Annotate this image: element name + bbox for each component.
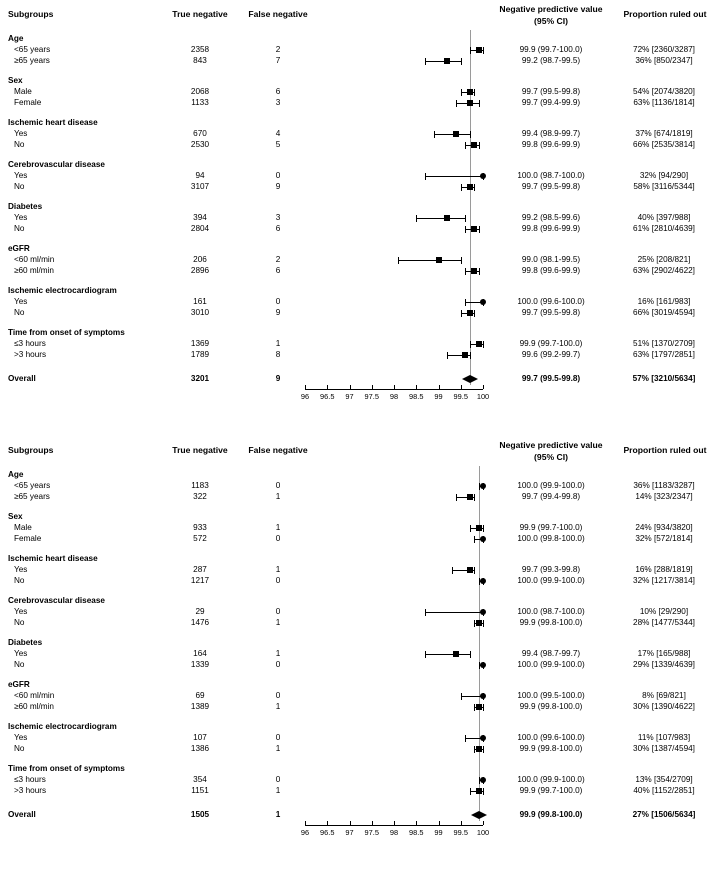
row-false-negative: 4 bbox=[275, 128, 281, 138]
row-npv: 99.6 (99.2-99.7) bbox=[521, 350, 581, 359]
row-label: Male bbox=[14, 522, 32, 532]
row-npv: 99.2 (98.7-99.5) bbox=[521, 56, 581, 65]
row-proportion: 40% [397/988] bbox=[637, 212, 691, 222]
row-false-negative: 0 bbox=[275, 170, 281, 180]
row-proportion: 30% [1387/4594] bbox=[633, 744, 695, 753]
row-false-negative: 0 bbox=[275, 732, 281, 742]
row-npv: 99.9 (99.8-100.0) bbox=[519, 618, 583, 627]
row-proportion: 51% [1370/2709] bbox=[633, 338, 695, 348]
row-label: ≥65 years bbox=[14, 56, 50, 65]
row-proportion: 28% [1477/5344] bbox=[633, 618, 695, 627]
row-npv: 99.9 (99.7-100.0) bbox=[519, 522, 583, 532]
row-npv: 99.8 (99.6-99.9) bbox=[521, 140, 581, 149]
row-label: ≤3 hours bbox=[14, 338, 46, 348]
table-row bbox=[0, 575, 720, 587]
axis-tick bbox=[305, 385, 306, 389]
axis-tick-label: 96 bbox=[300, 392, 310, 401]
group-heading: Cerebrovascular disease bbox=[8, 596, 105, 605]
axis-line bbox=[305, 825, 483, 826]
table-row bbox=[0, 606, 720, 618]
axis-tick bbox=[416, 385, 417, 389]
row-npv: 99.4 (98.7-99.7) bbox=[521, 648, 581, 658]
row-false-negative: 3 bbox=[275, 212, 281, 222]
axis-tick-label: 98.5 bbox=[409, 828, 424, 837]
table-row bbox=[0, 128, 720, 140]
row-true-negative: 3010 bbox=[190, 308, 210, 317]
row-label: No bbox=[14, 182, 25, 191]
row-label: No bbox=[14, 224, 25, 233]
overall-row bbox=[0, 809, 720, 821]
row-true-negative: 3107 bbox=[190, 182, 210, 191]
row-label: <60 ml/min bbox=[14, 254, 55, 264]
row-false-negative: 1 bbox=[275, 338, 281, 348]
group-heading: Ischemic heart disease bbox=[8, 554, 98, 563]
row-proportion: 36% [1183/3287] bbox=[633, 480, 695, 490]
group-heading: eGFR bbox=[8, 680, 30, 689]
row-true-negative: 161 bbox=[193, 296, 207, 306]
row-label: Yes bbox=[14, 732, 28, 742]
row-true-negative: 1369 bbox=[190, 338, 210, 348]
row-npv: 99.7 (99.5-99.8) bbox=[521, 308, 581, 317]
row-label: Yes bbox=[14, 296, 28, 306]
table-row bbox=[0, 774, 720, 786]
overall-label: Overall bbox=[8, 810, 36, 819]
row-label: >3 hours bbox=[14, 786, 47, 795]
table-row bbox=[0, 55, 720, 67]
row-label: Yes bbox=[14, 648, 28, 658]
row-false-negative: 1 bbox=[275, 648, 281, 658]
table-row bbox=[0, 265, 720, 277]
row-false-negative: 0 bbox=[275, 606, 281, 616]
row-proportion: 40% [1152/2851] bbox=[633, 786, 695, 795]
row-npv: 99.0 (98.1-99.5) bbox=[521, 254, 581, 264]
axis-tick bbox=[350, 385, 351, 389]
row-proportion: 30% [1390/4622] bbox=[633, 702, 695, 711]
row-label: Female bbox=[14, 98, 42, 107]
row-label: Yes bbox=[14, 212, 28, 222]
row-proportion: 14% [323/2347] bbox=[635, 492, 693, 501]
row-npv: 100.0 (99.9-100.0) bbox=[517, 774, 585, 784]
axis-tick-label: 96.5 bbox=[320, 828, 335, 837]
row-proportion: 37% [674/1819] bbox=[635, 128, 693, 138]
row-npv: 99.2 (98.5-99.6) bbox=[521, 212, 581, 222]
table-row bbox=[0, 212, 720, 224]
axis-tick-label: 97 bbox=[345, 392, 354, 401]
row-npv: 100.0 (99.9-100.0) bbox=[517, 480, 585, 490]
row-npv: 100.0 (98.7-100.0) bbox=[517, 606, 585, 616]
table-row bbox=[0, 617, 720, 629]
row-proportion: 63% [1136/1814] bbox=[633, 98, 695, 107]
overall-npv: 99.7 (99.5-99.8) bbox=[521, 374, 581, 383]
row-proportion: 36% [850/2347] bbox=[635, 56, 693, 65]
row-label: Yes bbox=[14, 128, 28, 138]
row-npv: 99.7 (99.4-99.8) bbox=[521, 492, 581, 501]
axis-tick bbox=[439, 385, 440, 389]
row-label: >3 hours bbox=[14, 350, 47, 359]
row-false-negative: 8 bbox=[275, 350, 281, 359]
table-row bbox=[0, 170, 720, 182]
row-false-negative: 3 bbox=[275, 98, 281, 107]
header-proportion: Proportion ruled out bbox=[623, 9, 707, 19]
row-false-negative: 0 bbox=[275, 480, 281, 490]
reference-line bbox=[479, 466, 480, 821]
header-subgroups: Subgroups bbox=[8, 445, 54, 455]
axis-tick bbox=[483, 385, 484, 389]
axis-tick-label: 96.5 bbox=[320, 392, 335, 401]
table-row bbox=[0, 743, 720, 755]
row-true-negative: 94 bbox=[195, 170, 205, 180]
row-false-negative: 0 bbox=[275, 660, 281, 669]
row-npv: 99.9 (99.8-100.0) bbox=[519, 702, 583, 711]
axis-line bbox=[305, 389, 483, 390]
table-row bbox=[0, 97, 720, 109]
table-row bbox=[0, 181, 720, 193]
axis-tick bbox=[327, 385, 328, 389]
row-true-negative: 1217 bbox=[190, 576, 210, 585]
row-true-negative: 206 bbox=[193, 254, 207, 264]
row-npv: 100.0 (99.6-100.0) bbox=[517, 296, 585, 306]
axis-tick-label: 100 bbox=[476, 828, 490, 837]
table-row bbox=[0, 732, 720, 744]
table-row bbox=[0, 491, 720, 503]
row-true-negative: 2530 bbox=[190, 140, 210, 149]
axis-tick bbox=[461, 821, 462, 825]
row-label: No bbox=[14, 660, 25, 669]
axis-tick bbox=[372, 821, 373, 825]
row-proportion: 66% [2535/3814] bbox=[633, 140, 695, 149]
table-row bbox=[0, 690, 720, 702]
row-npv: 100.0 (99.9-100.0) bbox=[517, 576, 585, 585]
axis-tick-label: 97.5 bbox=[364, 828, 379, 837]
table-row bbox=[0, 139, 720, 151]
row-npv: 99.7 (99.4-99.9) bbox=[521, 98, 581, 107]
row-npv: 99.9 (99.7-100.0) bbox=[519, 338, 583, 348]
row-label: Male bbox=[14, 86, 32, 96]
header-npv-line2: (95% CI) bbox=[534, 16, 568, 26]
row-true-negative: 1389 bbox=[190, 702, 210, 711]
row-true-negative: 164 bbox=[193, 648, 207, 658]
row-npv: 100.0 (99.5-100.0) bbox=[517, 690, 585, 700]
axis-tick bbox=[305, 821, 306, 825]
row-label: <65 years bbox=[14, 44, 51, 54]
row-false-negative: 1 bbox=[275, 702, 281, 711]
table-row bbox=[0, 522, 720, 534]
group-heading: Age bbox=[8, 34, 24, 43]
axis-tick bbox=[327, 821, 328, 825]
axis-tick-label: 96 bbox=[300, 828, 310, 837]
row-false-negative: 1 bbox=[275, 618, 281, 627]
table-row bbox=[0, 223, 720, 235]
row-false-negative: 1 bbox=[275, 786, 281, 795]
row-proportion: 72% [2360/3287] bbox=[633, 44, 695, 54]
row-true-negative: 69 bbox=[195, 690, 205, 700]
row-true-negative: 1386 bbox=[190, 744, 210, 753]
row-true-negative: 1789 bbox=[190, 350, 210, 359]
row-true-negative: 1183 bbox=[191, 480, 209, 490]
row-label: No bbox=[14, 140, 25, 149]
row-true-negative: 2358 bbox=[190, 44, 210, 54]
row-false-negative: 5 bbox=[275, 140, 281, 149]
axis-tick bbox=[439, 821, 440, 825]
row-true-negative: 2804 bbox=[190, 224, 210, 233]
row-false-negative: 9 bbox=[275, 308, 281, 317]
row-proportion: 63% [2902/4622] bbox=[633, 266, 695, 275]
header-npv-line1: Negative predictive value bbox=[499, 440, 603, 450]
overall-proportion: 57% [3210/5634] bbox=[632, 374, 696, 383]
axis-tick-label: 99.5 bbox=[453, 828, 468, 837]
axis-tick bbox=[416, 821, 417, 825]
axis-tick-label: 99 bbox=[434, 828, 443, 837]
row-label: No bbox=[14, 744, 25, 753]
row-true-negative: 322 bbox=[193, 492, 207, 501]
row-npv: 99.9 (99.8-100.0) bbox=[519, 744, 583, 753]
row-false-negative: 9 bbox=[275, 182, 281, 191]
axis-tick bbox=[372, 385, 373, 389]
row-proportion: 54% [2074/3820] bbox=[633, 86, 695, 96]
row-label: No bbox=[14, 618, 25, 627]
row-proportion: 61% [2810/4639] bbox=[633, 224, 695, 233]
overall-true-negative: 1505 bbox=[190, 810, 210, 819]
row-false-negative: 1 bbox=[275, 522, 281, 532]
row-false-negative: 2 bbox=[275, 254, 281, 264]
row-npv: 99.8 (99.6-99.9) bbox=[521, 224, 581, 233]
row-false-negative: 0 bbox=[275, 576, 281, 585]
overall-false-negative: 9 bbox=[275, 374, 281, 383]
group-heading: Ischemic electrocardiogram bbox=[8, 722, 117, 731]
row-npv: 100.0 (99.8-100.0) bbox=[517, 534, 585, 543]
row-true-negative: 287 bbox=[193, 564, 207, 574]
row-true-negative: 2068 bbox=[190, 86, 210, 96]
table-row bbox=[0, 44, 720, 56]
row-proportion: 11% [107/983] bbox=[637, 732, 691, 742]
table-row bbox=[0, 564, 720, 576]
forest-panel-2 bbox=[0, 436, 720, 872]
group-heading: Time from onset of symptoms bbox=[8, 328, 125, 337]
row-proportion: 63% [1797/2851] bbox=[633, 350, 695, 359]
header-false-negative: False negative bbox=[248, 9, 308, 19]
group-heading: Cerebrovascular disease bbox=[8, 160, 105, 169]
row-label: <65 years bbox=[14, 480, 51, 490]
row-proportion: 16% [288/1819] bbox=[635, 564, 693, 574]
row-false-negative: 1 bbox=[275, 492, 281, 501]
table-row bbox=[0, 659, 720, 671]
overall-false-negative: 1 bbox=[275, 810, 281, 819]
row-proportion: 24% [934/3820] bbox=[635, 522, 693, 532]
row-true-negative: 843 bbox=[193, 56, 207, 65]
axis-tick bbox=[461, 385, 462, 389]
header-subgroups: Subgroups bbox=[8, 9, 54, 19]
row-proportion: 17% [165/988] bbox=[637, 648, 691, 658]
row-true-negative: 670 bbox=[193, 128, 207, 138]
table-row bbox=[0, 307, 720, 319]
header-true-negative: True negative bbox=[172, 445, 228, 455]
overall-label: Overall bbox=[8, 374, 36, 383]
axis-tick bbox=[394, 385, 395, 389]
row-false-negative: 0 bbox=[275, 296, 281, 306]
axis-tick-label: 98 bbox=[389, 828, 399, 837]
row-false-negative: 6 bbox=[275, 86, 281, 96]
row-npv: 99.8 (99.6-99.9) bbox=[521, 266, 581, 275]
row-false-negative: 1 bbox=[275, 564, 281, 574]
axis-tick-label: 99 bbox=[434, 392, 443, 401]
row-true-negative: 933 bbox=[193, 522, 207, 532]
axis-tick bbox=[483, 821, 484, 825]
row-label: Yes bbox=[14, 170, 28, 180]
header-npv-line1: Negative predictive value bbox=[499, 4, 603, 14]
row-npv: 100.0 (99.6-100.0) bbox=[517, 732, 585, 742]
row-npv: 99.7 (99.5-99.8) bbox=[521, 182, 581, 191]
axis-tick-label: 97.5 bbox=[364, 392, 379, 401]
row-proportion: 25% [208/821] bbox=[637, 254, 691, 264]
row-proportion: 13% [354/2709] bbox=[635, 774, 693, 784]
row-npv: 99.7 (99.5-99.8) bbox=[521, 86, 581, 96]
row-proportion: 58% [3116/5344] bbox=[633, 182, 695, 191]
row-false-negative: 0 bbox=[275, 534, 281, 543]
row-proportion: 10% [29/290] bbox=[639, 606, 689, 616]
header-false-negative: False negative bbox=[248, 445, 308, 455]
row-proportion: 8% [69/821] bbox=[642, 690, 686, 700]
row-npv: 99.4 (98.9-99.7) bbox=[521, 128, 581, 138]
row-npv: 100.0 (99.9-100.0) bbox=[517, 660, 585, 669]
row-true-negative: 1133 bbox=[191, 98, 209, 107]
table-row bbox=[0, 533, 720, 545]
header-npv-line2: (95% CI) bbox=[534, 452, 568, 462]
row-proportion: 32% [572/1814] bbox=[635, 534, 693, 543]
reference-line bbox=[470, 30, 471, 385]
row-true-negative: 1339 bbox=[190, 660, 210, 669]
row-false-negative: 0 bbox=[275, 774, 281, 784]
row-proportion: 29% [1339/4639] bbox=[633, 660, 695, 669]
group-heading: Time from onset of symptoms bbox=[8, 764, 125, 773]
row-true-negative: 107 bbox=[193, 732, 207, 742]
row-proportion: 32% [94/290] bbox=[639, 170, 689, 180]
table-row bbox=[0, 701, 720, 713]
axis-tick-label: 98 bbox=[389, 392, 399, 401]
row-label: No bbox=[14, 308, 25, 317]
row-label: Yes bbox=[14, 606, 28, 616]
row-proportion: 32% [1217/3814] bbox=[633, 576, 695, 585]
row-false-negative: 6 bbox=[275, 224, 281, 233]
row-true-negative: 1476 bbox=[190, 618, 210, 627]
table-row bbox=[0, 349, 720, 361]
row-label: Female bbox=[14, 534, 42, 543]
group-heading: Ischemic heart disease bbox=[8, 118, 98, 127]
axis-tick bbox=[350, 821, 351, 825]
overall-proportion: 27% [1506/5634] bbox=[632, 810, 696, 819]
header-true-negative: True negative bbox=[172, 9, 228, 19]
row-label: ≥60 ml/min bbox=[14, 702, 54, 711]
header-proportion: Proportion ruled out bbox=[623, 445, 707, 455]
row-label: ≤3 hours bbox=[14, 774, 46, 784]
row-false-negative: 1 bbox=[275, 744, 281, 753]
row-label: Yes bbox=[14, 564, 28, 574]
table-row bbox=[0, 648, 720, 660]
row-label: No bbox=[14, 576, 25, 585]
group-heading: Diabetes bbox=[8, 202, 43, 211]
row-label: ≥65 years bbox=[14, 492, 50, 501]
overall-true-negative: 3201 bbox=[190, 374, 210, 383]
overall-row bbox=[0, 373, 720, 385]
table-row bbox=[0, 480, 720, 492]
axis-tick-label: 99.5 bbox=[453, 392, 468, 401]
group-heading: Age bbox=[8, 470, 24, 479]
row-true-negative: 354 bbox=[193, 774, 207, 784]
table-row bbox=[0, 86, 720, 98]
group-heading: Diabetes bbox=[8, 638, 43, 647]
group-heading: Sex bbox=[8, 76, 23, 85]
axis-tick-label: 97 bbox=[345, 828, 354, 837]
group-heading: Sex bbox=[8, 512, 23, 521]
row-false-negative: 2 bbox=[275, 44, 281, 54]
row-true-negative: 1151 bbox=[191, 786, 209, 795]
row-true-negative: 394 bbox=[193, 212, 207, 222]
row-npv: 99.9 (99.7-100.0) bbox=[519, 44, 583, 54]
axis-tick-label: 100 bbox=[476, 392, 490, 401]
row-npv: 100.0 (98.7-100.0) bbox=[517, 170, 585, 180]
row-proportion: 66% [3019/4594] bbox=[633, 308, 695, 317]
row-label: ≥60 ml/min bbox=[14, 266, 54, 275]
table-row bbox=[0, 254, 720, 266]
table-row bbox=[0, 338, 720, 350]
row-false-negative: 6 bbox=[275, 266, 281, 275]
group-heading: eGFR bbox=[8, 244, 30, 253]
row-false-negative: 0 bbox=[275, 690, 281, 700]
table-row bbox=[0, 785, 720, 797]
row-npv: 99.9 (99.7-100.0) bbox=[519, 786, 583, 795]
row-true-negative: 2896 bbox=[190, 266, 210, 275]
axis-tick bbox=[394, 821, 395, 825]
row-label: <60 ml/min bbox=[14, 690, 55, 700]
row-proportion: 16% [161/983] bbox=[637, 296, 691, 306]
row-true-negative: 29 bbox=[195, 606, 205, 616]
overall-npv: 99.9 (99.8-100.0) bbox=[519, 810, 583, 819]
group-heading: Ischemic electrocardiogram bbox=[8, 286, 117, 295]
table-row bbox=[0, 296, 720, 308]
row-npv: 99.7 (99.3-99.8) bbox=[521, 564, 581, 574]
axis-tick-label: 98.5 bbox=[409, 392, 424, 401]
row-false-negative: 7 bbox=[275, 56, 281, 65]
row-true-negative: 572 bbox=[193, 534, 207, 543]
